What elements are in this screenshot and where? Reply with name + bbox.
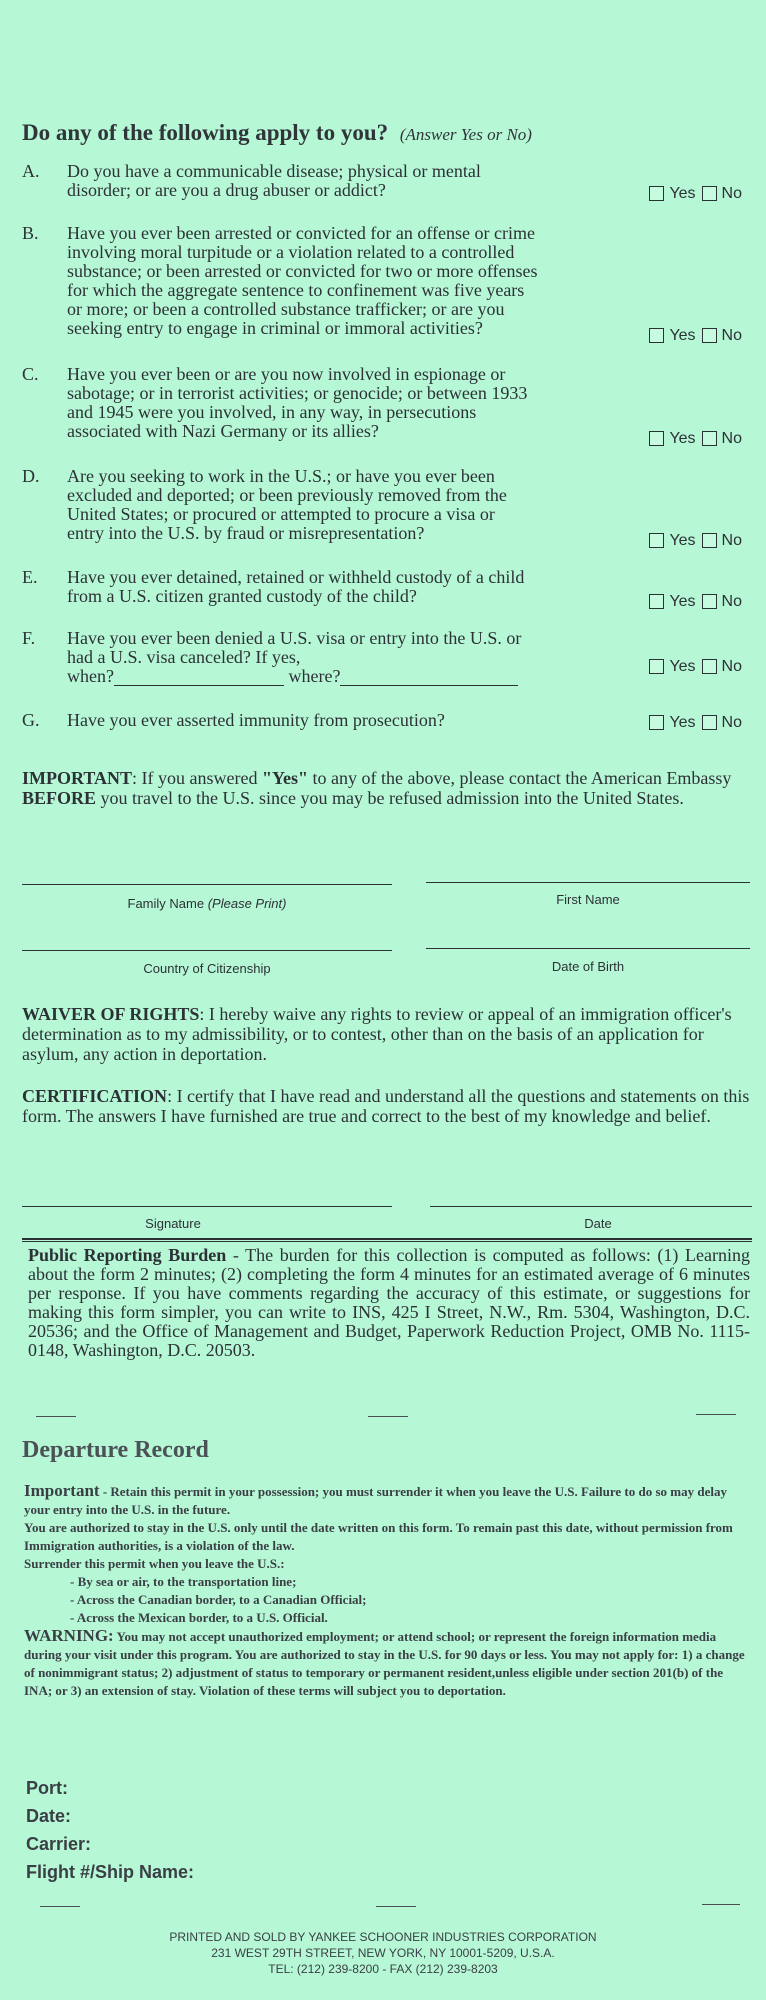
question-line: Are you seeking to work in the U.S.; or have you ever been [67, 466, 495, 486]
departure-important [24, 1482, 754, 1519]
important-text: : If you answered [132, 768, 262, 788]
waiver-of-rights [22, 1004, 754, 1064]
yes-checkbox[interactable] [649, 533, 664, 548]
question-c [22, 365, 742, 445]
port-label: Port: [26, 1778, 68, 1798]
important-text: you travel to the U.S. since you may be refused admission into the United States. [96, 788, 684, 808]
question-b [22, 224, 742, 344]
no-checkbox[interactable] [702, 715, 717, 730]
departure-record-title: Departure Record [22, 1437, 209, 1463]
question-letter: D. [22, 466, 40, 486]
certification [22, 1086, 754, 1126]
question-line: sabotage; or in terrorist activities; or genocide; or between 1933 [67, 383, 528, 403]
question-line: United States; or procured or attempted to procure a visa or [67, 504, 495, 524]
yes-no-group [649, 184, 742, 203]
when-field[interactable] [114, 669, 284, 686]
flight-ship-label: Flight #/Ship Name: [26, 1862, 195, 1882]
question-line: Have you ever been denied a U.S. visa or entry into the U.S. or [67, 628, 522, 648]
question-line: from a U.S. citizen granted custody of the child? [67, 586, 417, 606]
certification-lead: CERTIFICATION [22, 1086, 168, 1106]
yes-no-group [649, 429, 742, 448]
question-line: or more; or been a controlled substance trafficker; or are you [67, 299, 505, 319]
no-label: No [721, 658, 742, 675]
date-label: Date [584, 1216, 612, 1231]
waiver-lead: WAIVER OF RIGHTS [22, 1004, 200, 1024]
yes-label: Yes [669, 185, 696, 202]
departure-warning [24, 1627, 754, 1700]
yes-label: Yes [669, 327, 696, 344]
carrier-label: Carrier: [26, 1834, 92, 1854]
dob-label: Date of Birth [551, 959, 625, 974]
important-text: to any of the above, please contact the American Embassy [307, 768, 732, 788]
family-name-label: Family Name [127, 896, 205, 911]
important-notice [22, 768, 742, 808]
important-lead: IMPORTANT [22, 768, 133, 788]
perforation-mark [36, 1416, 76, 1417]
departure-surrender: Surrender this permit when you leave the U.S.: [24, 1556, 285, 1571]
when-where-line [67, 667, 667, 686]
perforation-mark [368, 1416, 408, 1417]
yes-checkbox[interactable] [649, 659, 664, 674]
no-label: No [721, 593, 742, 610]
questions-heading [22, 120, 532, 146]
printer-line: 231 WEST 29TH STREET, NEW YORK, NY 10001-5209, U.S.A. [211, 1946, 555, 1960]
question-line: Have you ever asserted immunity from prosecution? [67, 710, 445, 730]
section-divider [22, 1241, 752, 1242]
question-f [22, 629, 742, 689]
departure-important-lead: Important [24, 1481, 100, 1500]
yes-checkbox[interactable] [649, 594, 664, 609]
question-text [67, 467, 667, 543]
departure-record-body [24, 1482, 754, 1700]
no-label: No [721, 327, 742, 344]
first-name-label: First Name [556, 892, 620, 907]
when-label: when? [67, 666, 114, 686]
yes-no-group [649, 531, 742, 550]
public-reporting-burden [28, 1246, 750, 1360]
section-divider [22, 1238, 752, 1240]
yes-checkbox[interactable] [649, 328, 664, 343]
question-line: entry into the U.S. by fraud or misrepresentation? [67, 523, 425, 543]
yes-label: Yes [669, 658, 696, 675]
question-text [67, 224, 667, 338]
family-name-field[interactable] [22, 884, 392, 885]
waiver-text: : I hereby waive any rights to review or appeal of an immigration officer's determination as to my admissibility, or to contest, other than on the basis of an application for asylum, any action in deportation. [22, 1004, 732, 1064]
perforation-mark [376, 1906, 416, 1907]
question-g [22, 711, 742, 735]
perforation-mark [40, 1906, 80, 1907]
question-e [22, 568, 742, 608]
departure-important-text: - Retain this permit in your possession; you must surrender it when you leave the U.S. Failure to do so may delay your entry into the U.S. in the future. [24, 1484, 727, 1517]
yes-label: Yes [669, 430, 696, 447]
burden-text: - The burden for this collection is computed as follows: (1) Learning about the form 2 minutes; (2) completing the form 4 minutes for an estimated average of 6 minutes per response. If you have comments regarding the accuracy of this estimate, or suggestions for making this form simpler, you can write to INS, 425 I Street, N.W., Rm. 5304, Washington, D.C. 20536; and the Office of Management and Budget, Paperwork Reduction Project, OMB No. 1115-0148, Washington, D.C. 20503. [28, 1245, 750, 1360]
question-text [67, 568, 667, 606]
yes-label: Yes [669, 593, 696, 610]
question-d [22, 467, 742, 547]
question-text [67, 365, 667, 441]
certification-text: : I certify that I have read and understand all the questions and statements on this form. The answers I have furnished are true and correct to the best of my knowledge and belief. [22, 1086, 750, 1126]
no-checkbox[interactable] [702, 533, 717, 548]
departure-fields [26, 1774, 194, 1886]
no-checkbox[interactable] [702, 328, 717, 343]
question-letter: C. [22, 364, 39, 384]
yes-no-group [649, 326, 742, 345]
no-label: No [721, 532, 742, 549]
question-line: associated with Nazi Germany or its allies? [67, 421, 379, 441]
printer-line: TEL: (212) 239-8200 - FAX (212) 239-8203 [268, 1962, 498, 1976]
question-line: Do you have a communicable disease; physical or mental [67, 161, 481, 181]
question-line: Have you ever been or are you now involved in espionage or [67, 364, 506, 384]
no-label: No [721, 430, 742, 447]
date-label: Date: [26, 1806, 72, 1826]
heading-subtitle: (Answer Yes or No) [399, 125, 532, 144]
date-field[interactable] [430, 1206, 752, 1207]
question-line: Have you ever been arrested or convicted for an offense or crime [67, 223, 535, 243]
question-letter: F. [22, 628, 36, 648]
perforation-mark [702, 1904, 740, 1905]
question-letter: E. [22, 567, 38, 587]
signature-label: Signature [145, 1216, 201, 1231]
yes-no-group [649, 713, 742, 732]
question-letter: B. [22, 223, 39, 243]
family-name-caption [22, 896, 392, 911]
yes-checkbox[interactable] [649, 186, 664, 201]
family-name-note: (Please Print) [207, 896, 287, 911]
important-before-word: BEFORE [22, 788, 97, 808]
perforation-mark [696, 1414, 736, 1415]
question-text [67, 629, 667, 686]
question-line: Have you ever detained, retained or withheld custody of a child [67, 567, 525, 587]
departure-bullet: - Across the Mexican border, to a U.S. Official. [70, 1610, 328, 1625]
important-yes-word: "Yes" [262, 768, 308, 788]
yes-no-group [649, 592, 742, 611]
question-line: and 1945 were you involved, in any way, in persecutions [67, 402, 477, 422]
question-letter: G. [22, 710, 40, 730]
where-label: where? [288, 666, 341, 686]
no-checkbox[interactable] [702, 594, 717, 609]
departure-bullet: - Across the Canadian border, to a Canadian Official; [70, 1592, 367, 1607]
question-line: for which the aggregate sentence to confinement was five years [67, 280, 525, 300]
no-label: No [721, 714, 742, 731]
question-line: seeking entry to engage in criminal or immoral activities? [67, 318, 483, 338]
departure-authorized: You are authorized to stay in the U.S. only until the date written on this form. To remain past this date, without permission from Immigration authorities, is a violation of the law. [24, 1520, 733, 1553]
heading-title: Do any of the following apply to you? [22, 120, 389, 145]
dob-field[interactable] [426, 948, 750, 949]
question-letter: A. [22, 161, 40, 181]
question-line: substance; or been arrested or convicted for two or more offenses [67, 261, 538, 281]
question-line: excluded and deported; or been previously removed from the [67, 485, 507, 505]
no-checkbox[interactable] [702, 431, 717, 446]
question-text [67, 162, 667, 200]
yes-label: Yes [669, 532, 696, 549]
no-label: No [721, 185, 742, 202]
departure-bullet: - By sea or air, to the transportation line; [70, 1574, 297, 1589]
question-a [22, 162, 742, 202]
country-label: Country of Citizenship [143, 961, 271, 976]
burden-lead: Public Reporting Burden [28, 1245, 227, 1265]
departure-warning-text: You may not accept unauthorized employment; or attend school; or represent the foreign information media during your visit under this program. You are authorized to stay in the U.S. for 90 days or less. You may not apply for: 1) a change of nonimmigrant status; 2) adjustment of status to temporary or permanent resident,unless eligible under section 201(b) of the INA; or 3) an extension of stay. Violation of these terms will subject you to deportation. [24, 1629, 745, 1698]
departure-warning-lead: WARNING: [24, 1626, 114, 1645]
question-line: had a U.S. visa canceled? If yes, [67, 647, 301, 667]
printer-line: PRINTED AND SOLD BY YANKEE SCHOONER INDUSTRIES CORPORATION [169, 1930, 597, 1944]
first-name-field[interactable] [426, 882, 750, 883]
no-checkbox[interactable] [702, 659, 717, 674]
yes-checkbox[interactable] [649, 715, 664, 730]
yes-no-group [649, 657, 742, 676]
no-checkbox[interactable] [702, 186, 717, 201]
where-field[interactable] [340, 669, 518, 686]
country-field[interactable] [22, 950, 392, 951]
yes-label: Yes [669, 714, 696, 731]
signature-field[interactable] [22, 1206, 392, 1207]
yes-checkbox[interactable] [649, 431, 664, 446]
question-line: disorder; or are you a drug abuser or addict? [67, 180, 386, 200]
question-line: involving moral turpitude or a violation related to a controlled [67, 242, 515, 262]
question-text [67, 711, 667, 730]
printer-info [0, 1929, 766, 1977]
